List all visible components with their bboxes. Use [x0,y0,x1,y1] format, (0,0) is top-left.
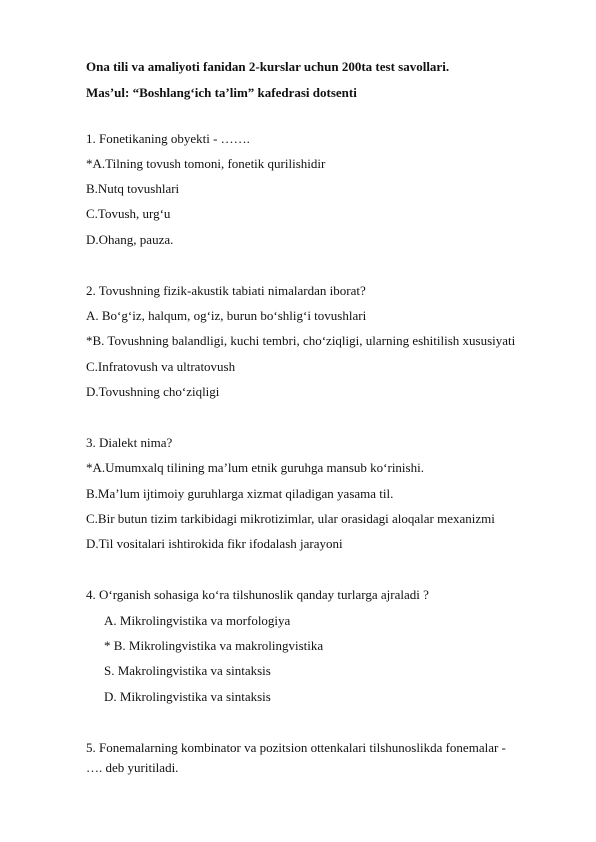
question-2-text: 2. Tovushning fizik-akustik tabiati nimalardan iborat? [86,283,366,298]
question-2-option-c: C.Infratovush va ultratovush [86,359,236,374]
question-5-text-line-1: 5. Fonemalarning kombinator va pozitsion ottenkalari tilshunoslikda fonemalar - [86,740,506,755]
question-3-option-c: C.Bir butun tizim tarkibidagi mikrotizimlar, ular orasidagi aloqalar mexanizmi [86,511,495,526]
question-3-option-a: *A.Umumxalq tilining ma’lum etnik guruhga mansub ko‘rinishi. [86,460,424,475]
question-4-option-c: S. Makrolingvistika va sintaksis [104,663,271,678]
question-2-option-b: *B. Tovushning balandligi, kuchi tembri, cho‘ziqligi, ularning eshitilish xususiyati [86,333,516,348]
question-4-option-d: D. Mikrolingvistika va sintaksis [104,689,271,704]
question-3-text: 3. Dialekt nima? [86,435,173,450]
question-1-option-b: B.Nutq tovushlari [86,181,180,196]
question-5-text-line-2: …. deb yuritiladi. [86,760,179,775]
question-3-option-b: B.Ma’lum ijtimoiy guruhlarga xizmat qiladigan yasama til. [86,486,394,501]
question-1-option-a: *A.Tilning tovush tomoni, fonetik qurilishidir [86,156,326,171]
question-4-option-a: A. Mikrolingvistika va morfologiya [104,613,291,628]
question-1-option-c: C.Tovush, urg‘u [86,206,171,221]
question-3-option-d: D.Til vositalari ishtirokida fikr ifodalash jarayoni [86,536,343,551]
question-4-option-b: * B. Mikrolingvistika va makrolingvistika [104,638,324,653]
document-title: Ona tili va amaliyoti fanidan 2-kurslar uchun 200ta test savollari. [86,59,450,74]
question-1-option-d: D.Ohang, pauza. [86,232,174,247]
question-4-text: 4. O‘rganish sohasiga ko‘ra tilshunoslik qanday turlarga ajraladi ? [86,587,429,602]
document-responsible: Mas’ul: “Boshlang‘ich ta’lim” kafedrasi dotsenti [86,85,357,100]
question-2-option-d: D.Tovushning cho‘ziqligi [86,384,220,399]
question-2-option-a: A. Bo‘g‘iz, halqum, og‘iz, burun bo‘shlig‘i tovushlari [86,308,367,323]
question-1-text: 1. Fonetikaning obyekti - ……. [86,131,250,146]
